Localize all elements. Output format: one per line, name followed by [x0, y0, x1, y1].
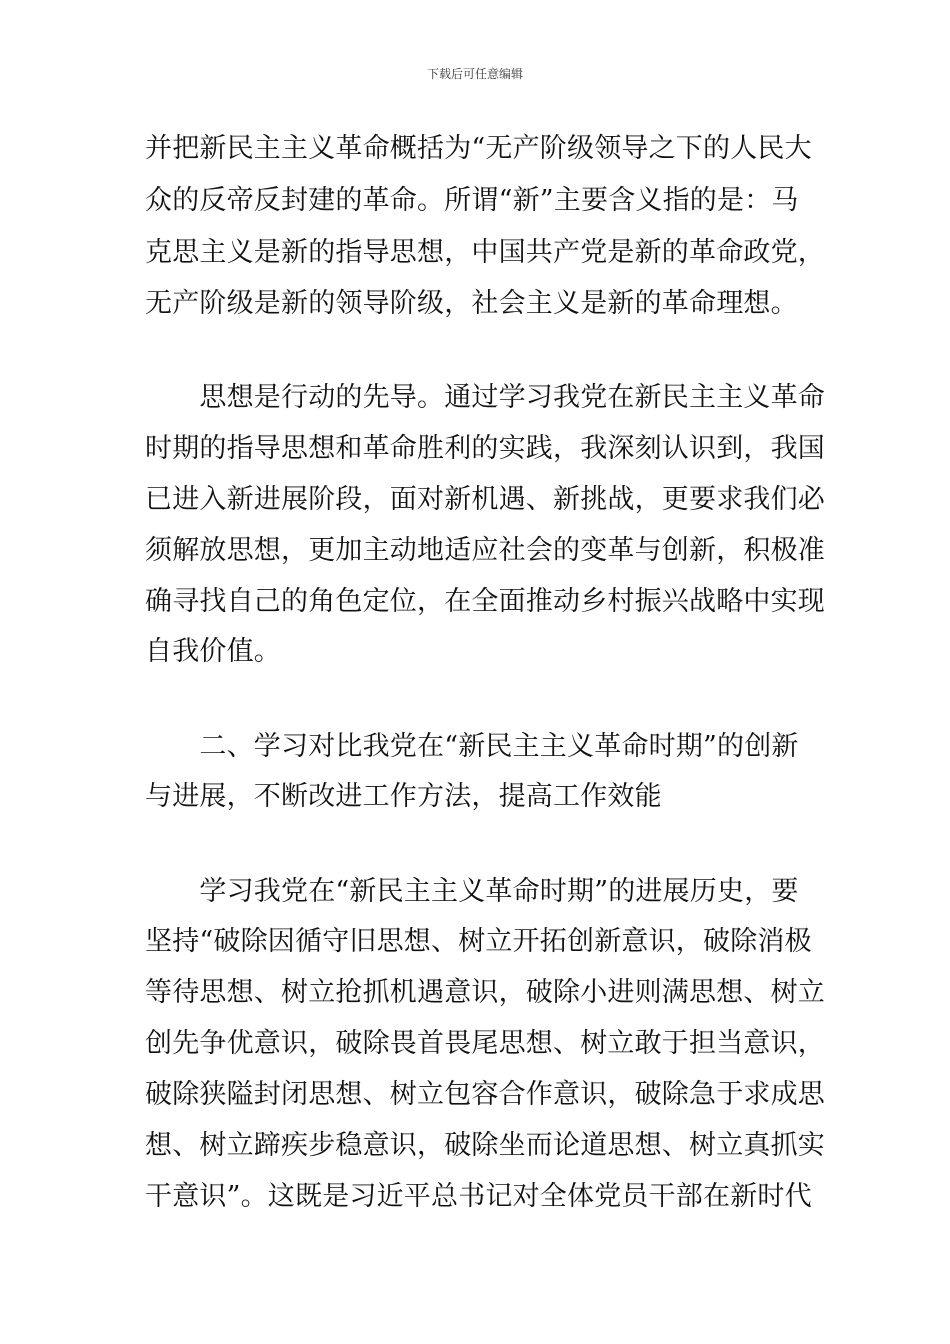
paragraph-2-line-5: 确寻找自己的角色定位，在全面推动乡村振兴战略中实现	[145, 586, 825, 617]
paragraph-4-line-6: 想、树立蹄疾步稳意识，破除坐而论道思想、树立真抓实	[145, 1130, 825, 1161]
paragraph-4-line-2: 坚持“破除因循守旧思想、树立开拓创新意识，破除消极	[145, 926, 812, 957]
section-heading-line-1: 二、学习对比我党在“新民主主义革命时期”的创新	[145, 731, 799, 762]
paragraph-2-line-2: 时期的指导思想和革命胜利的实践，我深刻认识到，我国	[145, 433, 825, 464]
section-heading-line-2: 与进展，不断改进工作方法，提高工作效能	[145, 781, 662, 812]
paragraph-4-line-1: 学习我党在“新民主主义革命时期”的进展历史，要	[145, 876, 799, 907]
paragraph-1-line-4: 无产阶级是新的领导阶级，社会主义是新的革命理想。	[145, 288, 798, 319]
paragraph-1-line-2: 众的反帝反封建的革命。所谓“新”主要含义指的是：马	[145, 185, 799, 216]
paragraph-4-line-7: 干意识”。这既是习近平总书记对全体党员干部在新时代	[145, 1181, 812, 1212]
header-note: 下载后可任意编辑	[426, 67, 523, 81]
paragraph-2-line-4: 须解放思想，更加主动地适应社会的变革与创新，积极准	[145, 535, 825, 566]
paragraph-4-line-3: 等待思想、树立抢抓机遇意识，破除小进则满思想、树立	[145, 977, 825, 1008]
paragraph-2-line-3: 已进入新进展阶段，面对新机遇、新挑战，更要求我们必	[145, 484, 825, 515]
paragraph-4-line-4: 创先争优意识，破除畏首畏尾思想、树立敢于担当意识，	[145, 1028, 825, 1059]
paragraph-1-line-3: 克思主义是新的指导思想，中国共产党是新的革命政党，	[145, 237, 825, 268]
paragraph-4-line-5: 破除狭隘封闭思想、树立包容合作意识，破除急于求成思	[145, 1079, 825, 1110]
paragraph-1-line-1: 并把新民主主义革命概括为“无产阶级领导之下的人民大	[145, 133, 812, 164]
paragraph-2-line-1: 思想是行动的先导。通过学习我党在新民主主义革命	[145, 382, 825, 413]
paragraph-2-line-6: 自我价值。	[145, 636, 281, 667]
